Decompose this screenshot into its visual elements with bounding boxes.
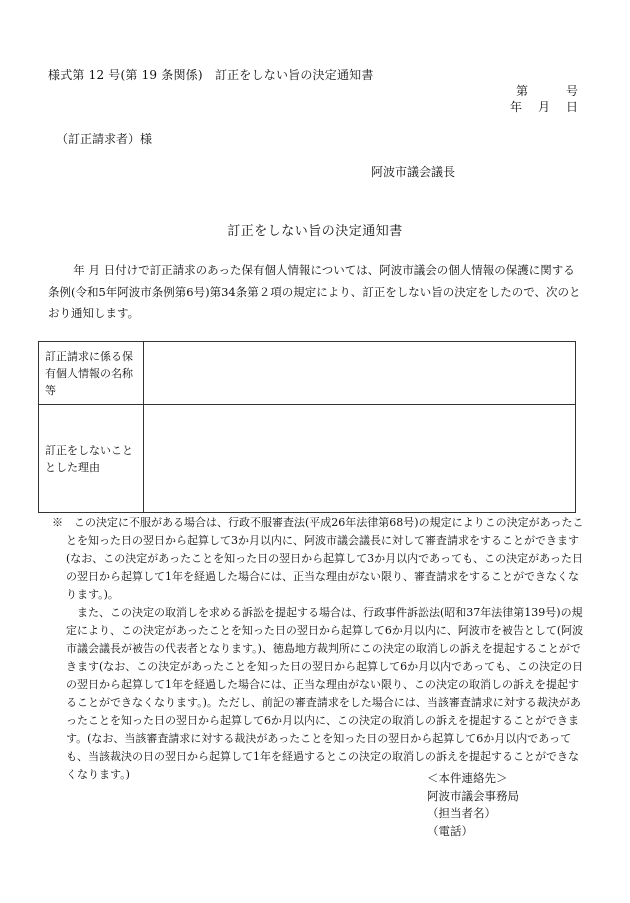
notes (52, 514, 584, 784)
body-paragraph (48, 260, 584, 325)
body-text: 年 月 日付けで訂正請求のあった保有個人情報については、阿波市議会の個人情報の保護に関する条例(令和5年阿波市条例第6号)第34条第２項の規定により、訂正をしない旨の決定をしたので、次のとおり通知します。 (48, 263, 581, 320)
date-day: 日 (565, 100, 578, 114)
doc-no-prefix: 第 (515, 84, 528, 98)
contact-office: 阿波市議会事務局 (427, 788, 519, 803)
row2-label: 訂正をしないこととした理由 (39, 405, 144, 513)
table-row (39, 342, 576, 405)
info-table (38, 341, 576, 513)
date-year: 年 (509, 100, 522, 114)
row1-label: 訂正請求に係る保有個人情報の名称等 (39, 342, 144, 405)
note-lawsuit: また、この決定の取消しを求める訴訟を提起する場合は、行政事件訴訟法(昭和37年法律第139号)の規定により、この決定があったことを知った日の翌日から起算して6か月以内に、阿波市を被告として(阿波市議会議長が被告の代表者となります。)、徳島地方裁判所にこの決定の取消しの訴えを提起することができます(なお、この決定があったことを知った日の翌日から起算して6か月以内であっても、この決定の日の翌日から起算して1年を経過した場合には、正当な理由がない限り、この決定の取消しの訴えを提起することができなくなります。)。ただし、前記の審査請求をした場合には、当該審査請求に対する裁決があったことを知った日の翌日から起算して6か月以内に、この決定の取消しの訴えを提起することができます。(なお、当該審査請求に対する裁決があったことを知った日の翌日から起算して6か月以内であっても、当該裁決の日の翌日から起算して1年を経過するとこの決定の取消しの訴えを提起することができなくなります。) (66, 606, 584, 781)
document-number (516, 82, 578, 99)
contact-block (427, 770, 519, 840)
row1-value (144, 342, 576, 405)
doc-no-suffix: 号 (565, 84, 578, 98)
contact-heading: ＜本件連絡先＞ (427, 771, 508, 785)
addressee: （訂正請求者）様 (56, 132, 153, 146)
form-label: 様式第 12 号(第 19 条関係) 訂正をしない旨の決定通知書 (48, 68, 374, 82)
row2-value (144, 405, 576, 513)
issue-date (510, 98, 578, 115)
issuer: 阿波市議会議長 (371, 165, 456, 179)
table-row (39, 405, 576, 513)
contact-person: （担当者名） (427, 806, 496, 820)
note-appeal: ※ この決定に不服がある場合は、行政不服審査法(平成26年法律第68号)の規定によりこの決定があったことを知った日の翌日から起算して3か月以内に、阿波市議会議長に対して審査請求をすることができます(なお、この決定があったことを知った日の翌日から起算して3か月以内であっても、この決定があった日の翌日から起算して1年を経過した場合には、正当な理由がない限り、審査請求をすることができなくなります。)。 (52, 516, 584, 601)
document-title: 訂正をしない旨の決定通知書 (227, 224, 403, 239)
contact-phone: （電話） (427, 823, 473, 838)
date-month: 月 (537, 100, 550, 114)
